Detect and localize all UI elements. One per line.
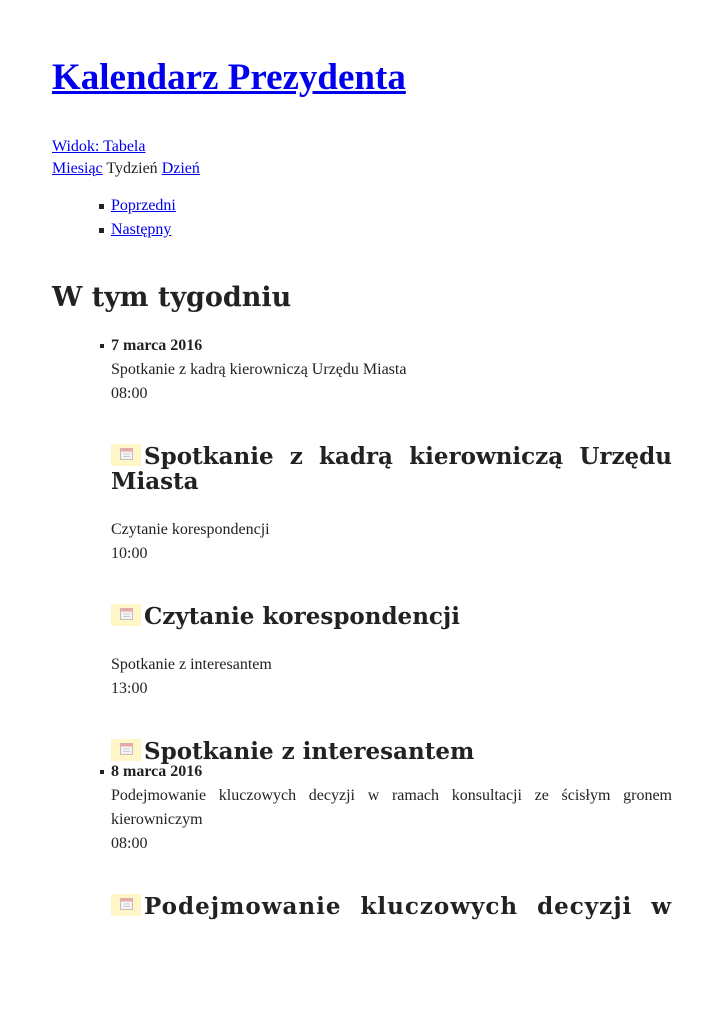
day-block [111,334,672,764]
calendar-icon [111,444,141,466]
period-week-current: Tydzień [106,160,158,177]
calendar-icon [111,894,141,916]
period-day-link[interactable]: Dzień [161,160,200,177]
event-heading-text: Spotkanie z kadrą kierowniczą Urzędu Miasta [111,443,672,495]
period-month-link[interactable]: Miesiąc [52,160,103,177]
day-block [111,760,672,919]
event-summary-title: Czytanie korespondencji [111,521,270,538]
pager-item-previous [111,194,176,218]
pager-item-next [111,218,176,242]
event-summary [111,784,672,856]
event-summary [111,358,672,406]
event-heading-text: Czytanie korespondencji [144,603,460,630]
site-title-link[interactable]: Kalendarz Prezydenta [52,57,406,98]
calendar-icon [111,739,141,761]
view-switcher [52,136,145,158]
event-summary-title: Spotkanie z interesantem [111,656,272,673]
event-time: 10:00 [111,545,148,562]
event-heading [111,444,672,494]
event-summary-title: Podejmowanie kluczowych decyzji w ramach konsultacji ze ścisłym gronem kierowniczym [111,787,672,828]
event-time: 08:00 [111,835,148,852]
event-heading [111,604,672,629]
week-heading: W tym tygodniu [52,282,292,313]
day-date: 7 marca 2016 [111,334,672,358]
event-heading-text: Spotkanie z interesantem [144,738,475,765]
site-title[interactable] [52,56,406,100]
next-link[interactable]: Następny [111,221,172,238]
previous-link[interactable]: Poprzedni [111,197,176,214]
view-table-link[interactable]: Widok: Tabela [52,138,146,155]
day-date: 8 marca 2016 [111,760,672,784]
event-time: 08:00 [111,385,148,402]
event-summary [111,518,672,566]
pager [111,194,176,242]
calendar-icon [111,604,141,626]
event-summary-title: Spotkanie z kadrą kierowniczą Urzędu Miasta [111,361,407,378]
event-time: 13:00 [111,680,148,697]
event-heading-text: Podejmowanie kluczowych decyzji w [144,893,672,920]
event-heading [111,894,672,919]
period-switcher [52,158,200,180]
event-summary [111,653,672,701]
